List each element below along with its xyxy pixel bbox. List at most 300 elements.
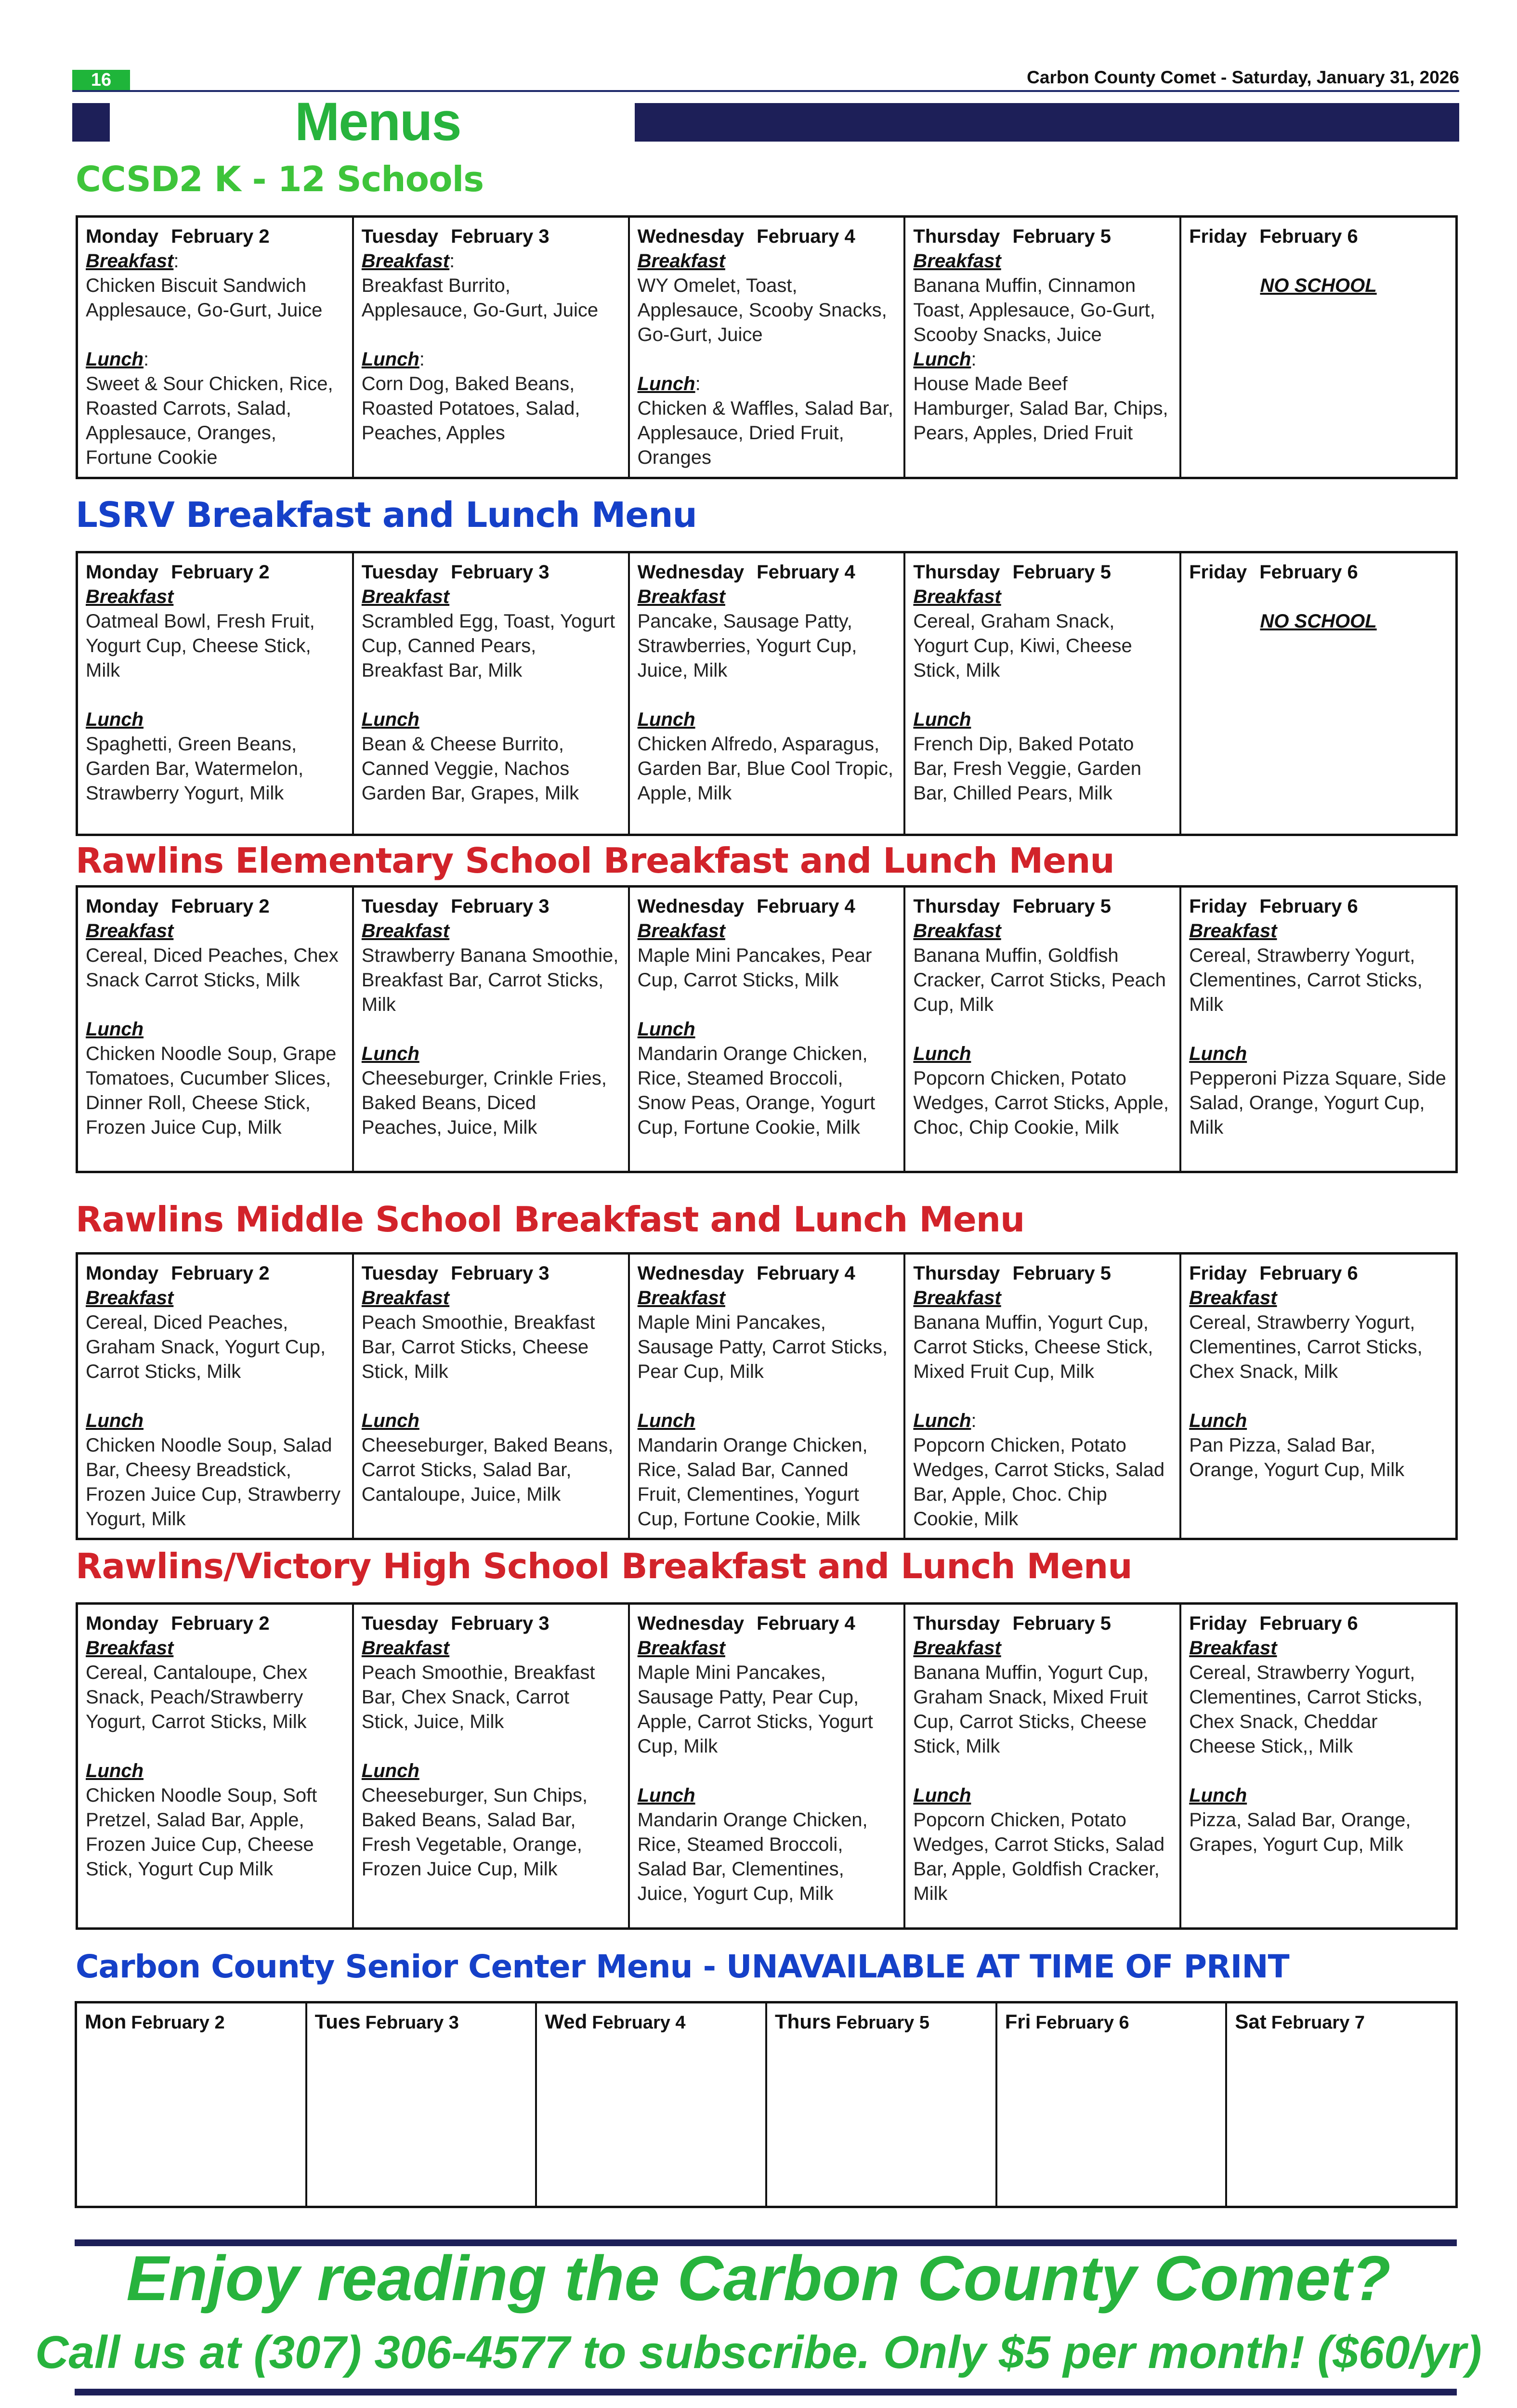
day-date: February 3 <box>451 1263 549 1284</box>
spacer <box>86 323 344 347</box>
breakfast-label: Breakfast <box>361 1287 450 1309</box>
day-cell <box>1179 1255 1455 1538</box>
lunch-items: Popcorn Chicken, Potato Wedges, Carrot Sticks, Salad Bar, Apple, Goldfish Cracker, Milk <box>913 1809 1165 1904</box>
breakfast-items: Oatmeal Bowl, Fresh Fruit, Yogurt Cup, Cheese Stick, Milk <box>86 611 315 681</box>
lunch-items: Sweet & Sour Chicken, Rice, Roasted Carrots, Salad, Applesauce, Oranges, Fortune Cookie <box>86 373 333 468</box>
breakfast-label: Breakfast <box>913 586 1001 607</box>
lunch-heading <box>638 1783 896 1808</box>
day-name: Friday <box>1189 896 1247 917</box>
lunch-heading <box>86 707 344 732</box>
day-cell <box>1179 888 1455 1171</box>
dateline: Carbon County Comet - Saturday, January 31, 2026 <box>1027 67 1459 87</box>
lunch-label: Lunch <box>86 1410 144 1431</box>
lunch-label-colon: : <box>143 349 149 370</box>
promo-subscribe-text: Call us at (307) 306-4577 to subscribe. Only $5 per month! ($60/yr) <box>35 2327 1482 2378</box>
header-block-left <box>72 103 110 142</box>
day-name: Tuesday <box>361 1263 439 1284</box>
breakfast-heading <box>638 1286 896 1310</box>
day-name: Tuesday <box>361 226 439 247</box>
lunch-heading <box>86 347 344 372</box>
breakfast-heading <box>86 249 344 274</box>
day-date: February 5 <box>1012 226 1111 247</box>
breakfast-heading <box>362 585 620 609</box>
breakfast-heading <box>638 249 896 274</box>
lunch-items: Chicken Noodle Soup, Grape Tomatoes, Cucumber Slices, Dinner Roll, Cheese Stick, Frozen Juice Cup, Milk <box>86 1043 337 1138</box>
day-cell <box>628 218 904 477</box>
breakfast-label-colon: : <box>173 250 179 272</box>
section-title-lsrv: LSRV Breakfast and Lunch Menu <box>76 495 697 535</box>
breakfast-items: Banana Muffin, Cinnamon Toast, Applesauce, Go-Gurt, Scooby Snacks, Juice <box>913 275 1155 345</box>
day-date: February 2 <box>131 2013 225 2033</box>
day-cell <box>78 553 352 834</box>
day-cell <box>1179 553 1455 834</box>
day-name: Wednesday <box>637 1613 745 1634</box>
breakfast-items: Cereal, Strawberry Yogurt, Clementines, Carrot Sticks, Milk <box>1189 945 1423 1015</box>
promo-rule-bottom <box>75 2389 1457 2395</box>
day-date: February 6 <box>1259 226 1358 247</box>
lunch-label: Lunch <box>913 1043 971 1064</box>
lunch-label: Lunch <box>1189 1043 1247 1064</box>
lunch-label: Lunch <box>86 709 144 730</box>
lunch-items: Popcorn Chicken, Potato Wedges, Carrot Sticks, Salad Bar, Apple, Choc. Chip Cookie, Milk <box>913 1435 1165 1530</box>
spacer <box>913 1384 1172 1409</box>
day-date: February 7 <box>1271 2013 1365 2033</box>
day-date: February 3 <box>451 226 549 247</box>
day-name: Mon <box>85 2010 127 2033</box>
day-name: Monday <box>86 562 159 583</box>
day-date: February 6 <box>1259 896 1358 917</box>
section-title-ccsd2: CCSD2 K - 12 Schools <box>76 159 484 199</box>
spacer <box>362 683 620 707</box>
spacer <box>913 1759 1172 1783</box>
breakfast-heading <box>362 919 620 943</box>
day-cell <box>352 553 628 834</box>
day-name: Thursday <box>913 226 1000 247</box>
menu-table-middle <box>76 1252 1458 1540</box>
breakfast-heading <box>1189 919 1448 943</box>
breakfast-heading <box>1189 1286 1448 1310</box>
day-name: Thurs <box>775 2010 831 2033</box>
lunch-items: Pizza, Salad Bar, Orange, Grapes, Yogurt Cup, Milk <box>1189 1809 1411 1855</box>
day-date: February 5 <box>1012 562 1111 583</box>
day-date: February 2 <box>171 1263 270 1284</box>
breakfast-label: Breakfast <box>1189 920 1277 942</box>
lunch-heading <box>638 707 896 732</box>
day-cell <box>1179 1605 1455 1927</box>
lunch-items: Cheeseburger, Crinkle Fries, Baked Beans, Diced Peaches, Juice, Milk <box>361 1068 607 1138</box>
menu-table-ccsd2 <box>76 215 1458 479</box>
day-date: February 2 <box>171 1613 270 1634</box>
breakfast-heading <box>638 585 896 609</box>
lunch-label: Lunch <box>361 1043 419 1064</box>
breakfast-items: Cereal, Diced Peaches, Graham Snack, Yogurt Cup, Carrot Sticks, Milk <box>86 1312 326 1382</box>
day-heading <box>362 1611 620 1636</box>
day-heading <box>86 560 344 585</box>
breakfast-items: Breakfast Burrito, Applesauce, Go-Gurt, Juice <box>361 275 599 321</box>
breakfast-items: Cereal, Strawberry Yogurt, Clementines, Carrot Sticks, Chex Snack, Cheddar Cheese Stick,, Milk <box>1189 1662 1423 1757</box>
spacer <box>1189 1759 1448 1783</box>
day-date: February 6 <box>1259 1613 1358 1634</box>
day-date: February 3 <box>451 1613 549 1634</box>
lunch-heading <box>86 1409 344 1433</box>
header-rule <box>72 90 1459 92</box>
day-name: Wednesday <box>637 562 745 583</box>
lunch-heading <box>1189 1042 1448 1066</box>
lunch-items: Popcorn Chicken, Potato Wedges, Carrot Sticks, Apple, Choc, Chip Cookie, Milk <box>913 1068 1169 1138</box>
breakfast-label: Breakfast <box>913 920 1001 942</box>
day-cell <box>1179 218 1455 477</box>
lunch-heading <box>86 1759 344 1783</box>
lunch-heading <box>1189 1409 1448 1433</box>
breakfast-items: Scrambled Egg, Toast, Yogurt Cup, Canned Pears, Breakfast Bar, Milk <box>361 611 615 681</box>
menu-table-lsrv <box>76 551 1458 836</box>
day-cell <box>352 1605 628 1927</box>
spacer <box>913 1017 1172 1042</box>
lunch-heading <box>913 1783 1172 1808</box>
lunch-label-colon: : <box>695 373 701 394</box>
day-name: Friday <box>1189 1263 1247 1284</box>
lunch-items: Pepperoni Pizza Square, Side Salad, Orange, Yogurt Cup, Milk <box>1189 1068 1446 1138</box>
menu-table-elementary <box>76 885 1458 1173</box>
lunch-items: Mandarin Orange Chicken, Rice, Steamed Broccoli, Snow Peas, Orange, Yogurt Cup, Fortune Cookie, Milk <box>637 1043 876 1138</box>
breakfast-items: Strawberry Banana Smoothie, Breakfast Bar, Carrot Sticks, Milk <box>361 945 619 1015</box>
day-date: February 5 <box>836 2013 929 2033</box>
lunch-heading <box>638 1017 896 1042</box>
day-name: Sat <box>1235 2010 1267 2033</box>
breakfast-heading <box>86 1286 344 1310</box>
day-heading <box>638 1261 896 1286</box>
breakfast-label: Breakfast <box>637 250 725 272</box>
day-heading <box>913 1611 1172 1636</box>
spacer <box>86 993 344 1017</box>
day-cell <box>78 1605 352 1927</box>
breakfast-heading <box>913 1286 1172 1310</box>
breakfast-items: Banana Muffin, Yogurt Cup, Graham Snack, Mixed Fruit Cup, Carrot Sticks, Cheese Stick, Milk <box>913 1662 1149 1757</box>
day-date: February 2 <box>171 896 270 917</box>
breakfast-label: Breakfast <box>361 250 450 272</box>
day-cell <box>628 1605 904 1927</box>
section-title-elementary: Rawlins Elementary School Breakfast and Lunch Menu <box>76 840 1114 881</box>
day-name: Monday <box>86 896 159 917</box>
day-cell <box>628 1255 904 1538</box>
day-name: Friday <box>1189 226 1247 247</box>
day-heading <box>638 1611 896 1636</box>
breakfast-items: Cereal, Diced Peaches, Chex Snack Carrot Sticks, Milk <box>86 945 339 991</box>
day-heading <box>1189 894 1448 919</box>
no-school-label: NO SCHOOL <box>1260 275 1377 296</box>
day-name: Tuesday <box>361 562 439 583</box>
day-name: Wednesday <box>637 896 745 917</box>
day-cell <box>903 1255 1179 1538</box>
day-date: February 3 <box>365 2013 459 2033</box>
breakfast-heading <box>362 1286 620 1310</box>
day-cell <box>903 888 1179 1171</box>
day-date: February 6 <box>1259 562 1358 583</box>
day-heading <box>638 894 896 919</box>
day-name: Monday <box>86 1613 159 1634</box>
lunch-label: Lunch <box>1189 1785 1247 1806</box>
lunch-label: Lunch <box>913 1785 971 1806</box>
day-date: February 5 <box>1012 896 1111 917</box>
spacer <box>86 1384 344 1409</box>
lunch-heading <box>362 1759 620 1783</box>
lunch-items: Mandarin Orange Chicken, Rice, Salad Bar, Canned Fruit, Clementines, Yogurt Cup, Fortune Cookie, Milk <box>637 1435 868 1530</box>
day-heading <box>1189 1261 1448 1286</box>
breakfast-label: Breakfast <box>637 1637 725 1659</box>
day-name: Wednesday <box>637 226 745 247</box>
lunch-items: Chicken Noodle Soup, Salad Bar, Cheesy Breadstick, Frozen Juice Cup, Strawberry Yogurt, Milk <box>86 1435 341 1530</box>
breakfast-label: Breakfast <box>637 1287 725 1309</box>
day-name: Monday <box>86 226 159 247</box>
menu-table-senior-center <box>75 2001 1458 2208</box>
breakfast-items: Cereal, Strawberry Yogurt, Clementines, Carrot Sticks, Chex Snack, Milk <box>1189 1312 1423 1382</box>
day-heading <box>1189 224 1448 249</box>
lunch-heading <box>362 1042 620 1066</box>
lunch-label: Lunch <box>637 1410 695 1431</box>
breakfast-heading <box>86 585 344 609</box>
spacer <box>638 1759 896 1783</box>
spacer <box>362 323 620 347</box>
spacer <box>1189 1384 1448 1409</box>
day-name: Tues <box>314 2010 361 2033</box>
day-name: Thursday <box>913 1263 1000 1284</box>
day-date: February 3 <box>451 562 549 583</box>
lunch-items: Chicken Alfredo, Asparagus, Garden Bar, Blue Cool Tropic, Apple, Milk <box>637 733 893 804</box>
breakfast-items: Peach Smoothie, Breakfast Bar, Chex Snack, Carrot Stick, Juice, Milk <box>361 1662 595 1732</box>
spacer <box>638 683 896 707</box>
spacer <box>86 1734 344 1759</box>
day-heading <box>913 224 1172 249</box>
day-name: Thursday <box>913 896 1000 917</box>
header-block-right <box>635 103 1459 142</box>
breakfast-items: WY Omelet, Toast, Applesauce, Scooby Snacks, Go-Gurt, Juice <box>637 275 887 345</box>
section-title-middle: Rawlins Middle School Breakfast and Lunch Menu <box>76 1199 1025 1240</box>
breakfast-label: Breakfast <box>637 586 725 607</box>
lunch-items: Mandarin Orange Chicken, Rice, Steamed Broccoli, Salad Bar, Clementines, Juice, Yogurt Cup, Milk <box>637 1809 868 1904</box>
section-title-senior-center: Carbon County Senior Center Menu - UNAVAILABLE AT TIME OF PRINT <box>76 1948 1289 1985</box>
lunch-items: Spaghetti, Green Beans, Garden Bar, Watermelon, Strawberry Yogurt, Milk <box>86 733 304 804</box>
breakfast-items: Banana Muffin, Goldfish Cracker, Carrot Sticks, Peach Cup, Milk <box>913 945 1166 1015</box>
day-cell <box>903 218 1179 477</box>
breakfast-items: Chicken Biscuit Sandwich Applesauce, Go-Gurt, Juice <box>86 275 323 321</box>
breakfast-items: Pancake, Sausage Patty, Strawberries, Yogurt Cup, Juice, Milk <box>637 611 857 681</box>
day-heading <box>362 894 620 919</box>
lunch-label: Lunch <box>361 1410 419 1431</box>
no-school-label: NO SCHOOL <box>1260 611 1377 632</box>
day-heading <box>86 894 344 919</box>
spacer <box>638 1384 896 1409</box>
lunch-label: Lunch <box>913 709 971 730</box>
breakfast-label: Breakfast <box>1189 1287 1277 1309</box>
lunch-label: Lunch <box>86 349 144 370</box>
lunch-items: Corn Dog, Baked Beans, Roasted Potatoes, Salad, Peaches, Apples <box>361 373 580 444</box>
breakfast-label: Breakfast <box>913 1637 1001 1659</box>
senior-day-cell <box>535 2003 765 2206</box>
breakfast-label: Breakfast <box>86 586 174 607</box>
spacer <box>1189 1017 1448 1042</box>
breakfast-label: Breakfast <box>1189 1637 1277 1659</box>
lunch-label: Lunch <box>913 349 971 370</box>
day-cell <box>352 218 628 477</box>
day-heading <box>1189 560 1448 585</box>
spacer <box>362 1734 620 1759</box>
lunch-label-colon: : <box>971 349 977 370</box>
lunch-heading <box>913 707 1172 732</box>
lunch-label-colon: : <box>971 1410 977 1431</box>
breakfast-items: Banana Muffin, Yogurt Cup, Carrot Sticks, Cheese Stick, Mixed Fruit Cup, Milk <box>913 1312 1153 1382</box>
day-heading <box>638 560 896 585</box>
breakfast-heading <box>638 919 896 943</box>
lunch-items: Pan Pizza, Salad Bar, Orange, Yogurt Cup, Milk <box>1189 1435 1405 1480</box>
breakfast-heading <box>913 249 1172 274</box>
day-date: February 4 <box>757 896 855 917</box>
lunch-label: Lunch <box>913 1410 971 1431</box>
page-number: 16 <box>72 70 130 90</box>
day-cell <box>903 1605 1179 1927</box>
spacer <box>638 993 896 1017</box>
day-name: Monday <box>86 1263 159 1284</box>
day-heading <box>913 894 1172 919</box>
day-heading <box>638 224 896 249</box>
breakfast-label: Breakfast <box>361 586 450 607</box>
day-name: Wed <box>545 2010 588 2033</box>
breakfast-heading <box>362 1636 620 1661</box>
lunch-heading <box>362 1409 620 1433</box>
day-date: February 2 <box>171 562 270 583</box>
day-name: Friday <box>1189 1613 1247 1634</box>
day-heading <box>86 1261 344 1286</box>
day-heading <box>1189 1611 1448 1636</box>
spacer <box>913 683 1172 707</box>
day-date: February 6 <box>1259 1263 1358 1284</box>
breakfast-label-colon: : <box>449 250 455 272</box>
lunch-items: House Made Beef Hamburger, Salad Bar, Chips, Pears, Apples, Dried Fruit <box>913 373 1168 444</box>
day-heading <box>362 224 620 249</box>
day-name: Thursday <box>913 562 1000 583</box>
page-title: Menus <box>295 92 461 152</box>
lunch-heading <box>362 347 620 372</box>
spacer <box>362 1384 620 1409</box>
senior-day-cell <box>77 2003 305 2206</box>
section-title-high: Rawlins/Victory High School Breakfast and Lunch Menu <box>76 1546 1132 1586</box>
senior-day-cell <box>995 2003 1226 2206</box>
day-heading <box>362 1261 620 1286</box>
lunch-items: Cheeseburger, Baked Beans, Carrot Sticks, Salad Bar, Cantaloupe, Juice, Milk <box>361 1435 614 1505</box>
senior-day-cell <box>1225 2003 1455 2206</box>
lunch-heading <box>913 1042 1172 1066</box>
day-date: February 4 <box>757 562 855 583</box>
spacer <box>86 683 344 707</box>
promo-headline: Enjoy reading the Carbon County Comet? <box>126 2243 1391 2314</box>
lunch-label: Lunch <box>361 709 419 730</box>
day-name: Fri <box>1005 2010 1031 2033</box>
breakfast-label: Breakfast <box>637 920 725 942</box>
day-name: Thursday <box>913 1613 1000 1634</box>
day-cell <box>352 1255 628 1538</box>
day-cell <box>352 888 628 1171</box>
day-date: February 4 <box>757 1613 855 1634</box>
breakfast-label: Breakfast <box>86 920 174 942</box>
lunch-items: Cheeseburger, Sun Chips, Baked Beans, Salad Bar, Fresh Vegetable, Orange, Frozen Juice Cup, Milk <box>361 1785 588 1880</box>
day-date: February 5 <box>1012 1263 1111 1284</box>
lunch-label: Lunch <box>86 1760 144 1781</box>
day-cell <box>78 1255 352 1538</box>
day-heading <box>362 560 620 585</box>
day-heading <box>913 560 1172 585</box>
lunch-label-colon: : <box>419 349 425 370</box>
breakfast-heading <box>1189 1636 1448 1661</box>
breakfast-heading <box>86 919 344 943</box>
breakfast-heading <box>86 1636 344 1661</box>
lunch-label: Lunch <box>637 709 695 730</box>
day-cell <box>78 218 352 477</box>
day-date: February 2 <box>171 226 270 247</box>
breakfast-label: Breakfast <box>361 920 450 942</box>
day-date: February 6 <box>1035 2013 1129 2033</box>
breakfast-items: Cereal, Graham Snack, Yogurt Cup, Kiwi, Cheese Stick, Milk <box>913 611 1132 681</box>
day-cell <box>903 553 1179 834</box>
lunch-label: Lunch <box>637 1785 695 1806</box>
breakfast-heading <box>913 1636 1172 1661</box>
breakfast-heading <box>638 1636 896 1661</box>
day-date: February 4 <box>757 1263 855 1284</box>
lunch-heading <box>638 1409 896 1433</box>
menu-table-high <box>76 1602 1458 1930</box>
spacer <box>638 347 896 372</box>
lunch-label: Lunch <box>361 349 419 370</box>
day-date: February 4 <box>592 2013 686 2033</box>
day-date: February 3 <box>451 896 549 917</box>
lunch-label: Lunch <box>1189 1410 1247 1431</box>
day-date: February 4 <box>757 226 855 247</box>
lunch-label: Lunch <box>86 1019 144 1040</box>
lunch-heading <box>913 1409 1172 1433</box>
breakfast-heading <box>913 585 1172 609</box>
day-name: Friday <box>1189 562 1247 583</box>
breakfast-items: Cereal, Cantaloupe, Chex Snack, Peach/Strawberry Yogurt, Carrot Sticks, Milk <box>86 1662 308 1732</box>
breakfast-label: Breakfast <box>913 1287 1001 1309</box>
senior-day-cell <box>305 2003 536 2206</box>
breakfast-items: Maple Mini Pancakes, Pear Cup, Carrot Sticks, Milk <box>637 945 872 991</box>
lunch-items: Bean & Cheese Burrito, Canned Veggie, Nachos Garden Bar, Grapes, Milk <box>361 733 579 804</box>
breakfast-heading <box>362 249 620 274</box>
day-cell <box>628 553 904 834</box>
day-name: Tuesday <box>361 896 439 917</box>
day-name: Wednesday <box>637 1263 745 1284</box>
lunch-heading <box>638 372 896 396</box>
lunch-label: Lunch <box>637 373 695 394</box>
lunch-items: French Dip, Baked Potato Bar, Fresh Veggie, Garden Bar, Chilled Pears, Milk <box>913 733 1142 804</box>
day-heading <box>86 1611 344 1636</box>
senior-day-cell <box>765 2003 995 2206</box>
lunch-heading <box>362 707 620 732</box>
breakfast-label: Breakfast <box>913 250 1001 272</box>
breakfast-heading <box>913 919 1172 943</box>
breakfast-label: Breakfast <box>361 1637 450 1659</box>
breakfast-label: Breakfast <box>86 1637 174 1659</box>
day-heading <box>913 1261 1172 1286</box>
day-heading <box>86 224 344 249</box>
lunch-items: Chicken & Waffles, Salad Bar, Applesauce, Dried Fruit, Oranges <box>637 398 893 468</box>
day-date: February 5 <box>1012 1613 1111 1634</box>
spacer <box>362 1017 620 1042</box>
lunch-heading <box>1189 1783 1448 1808</box>
breakfast-items: Maple Mini Pancakes, Sausage Patty, Carrot Sticks, Pear Cup, Milk <box>637 1312 888 1382</box>
breakfast-label: Breakfast <box>86 250 174 272</box>
day-name: Tuesday <box>361 1613 439 1634</box>
lunch-items: Chicken Noodle Soup, Soft Pretzel, Salad Bar, Apple, Frozen Juice Cup, Cheese Stick, Yogurt Cup Milk <box>86 1785 317 1880</box>
lunch-label: Lunch <box>637 1019 695 1040</box>
